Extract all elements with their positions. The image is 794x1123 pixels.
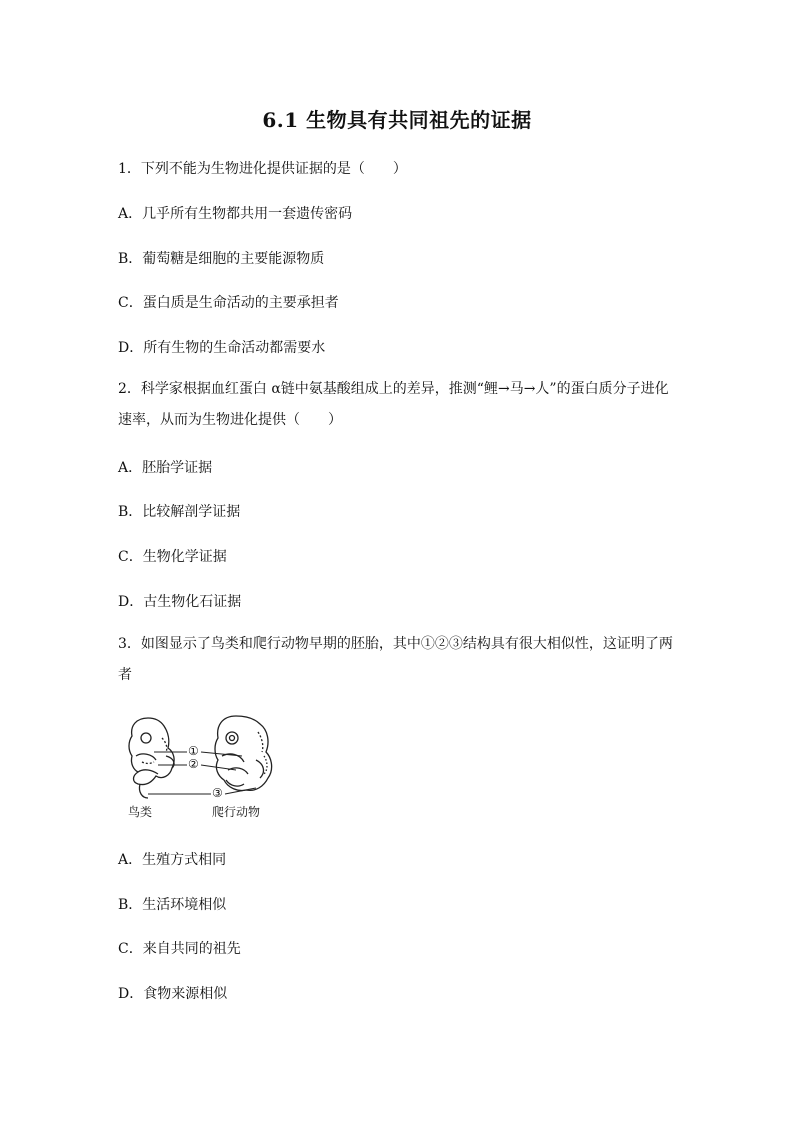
question-3-option-c: C．来自共同的祖先 xyxy=(118,941,241,957)
question-3-stem: 3．如图显示了鸟类和爬行动物早期的胚胎，其中①②③结构具有很大相似性，这证明了两者 xyxy=(118,636,673,683)
question-3-option-a: A．生殖方式相同 xyxy=(118,852,227,868)
question-2-option-a: A．胚胎学证据 xyxy=(118,460,213,476)
question-1-option-b: B．葡萄糖是细胞的主要能源物质 xyxy=(118,251,325,267)
label-1: ① xyxy=(188,744,199,758)
question-1-option-c: C．蛋白质是生命活动的主要承担者 xyxy=(118,295,339,311)
label-2: ② xyxy=(188,757,199,771)
embryo-figure xyxy=(118,712,288,824)
question-1-stem: 1．下列不能为生物进化提供证据的是（ ） xyxy=(118,161,407,177)
label-3: ③ xyxy=(212,786,223,800)
question-3-option-b: B．生活环境相似 xyxy=(118,897,227,913)
reptile-embryo-drawing xyxy=(215,716,272,791)
question-2-option-b: B．比较解剖学证据 xyxy=(118,504,241,520)
bird-caption: 鸟类 xyxy=(128,805,153,819)
pointer-lines xyxy=(148,752,256,794)
question-1-option-a: A．几乎所有生物都共用一套遗传密码 xyxy=(118,206,353,222)
question-2-option-d: D．古生物化石证据 xyxy=(118,594,242,610)
question-2-stem: 2．科学家根据血红蛋白 α链中氨基酸组成上的差异，推测“鲤→马→人”的蛋白质分子进化速率，从而为生物进化提供（ ） xyxy=(118,381,669,428)
reptile-caption: 爬行动物 xyxy=(212,805,261,819)
bird-embryo-drawing xyxy=(129,718,174,798)
question-1-option-d: D．所有生物的生命活动都需要水 xyxy=(118,340,326,356)
page-title: 6.1 生物具有共同祖先的证据 xyxy=(262,108,532,132)
question-3-option-d: D．食物来源相似 xyxy=(118,986,228,1002)
question-2-option-c: C．生物化学证据 xyxy=(118,549,227,565)
